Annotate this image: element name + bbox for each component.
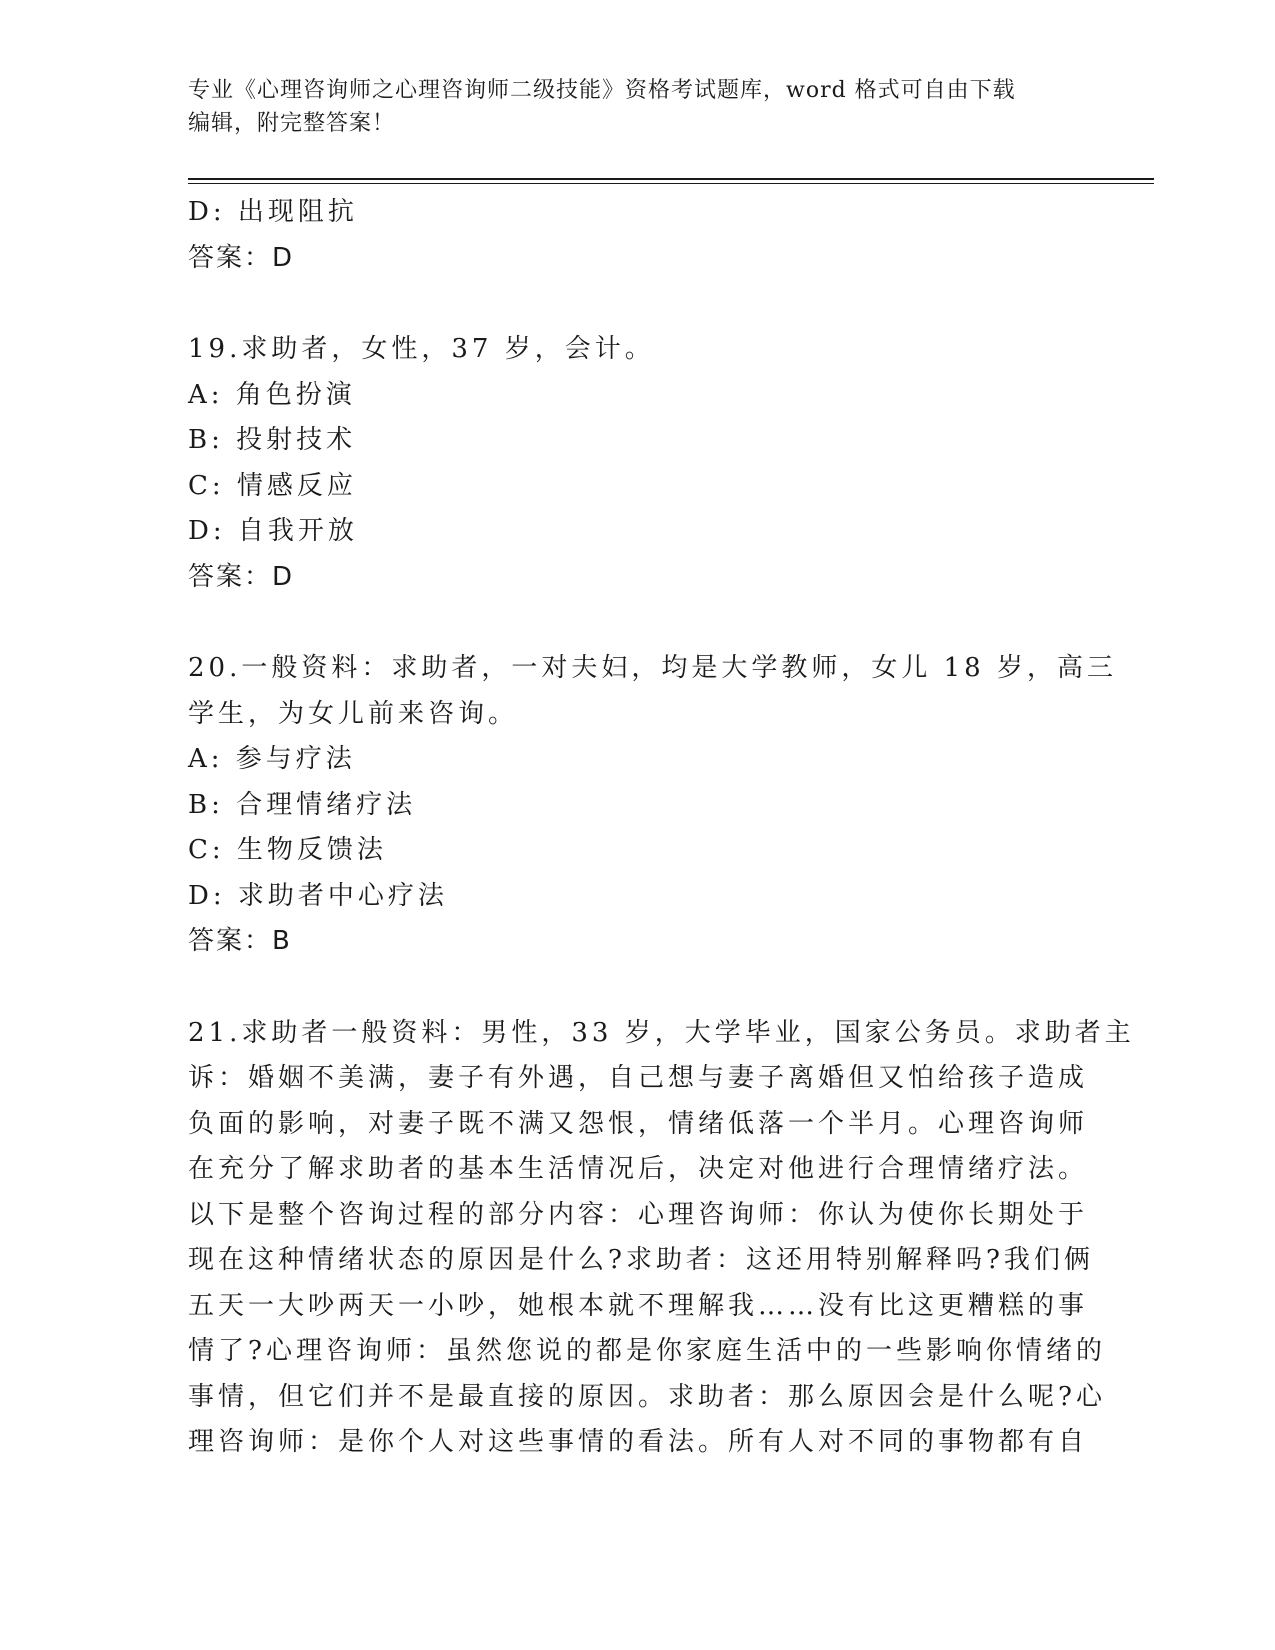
spacer	[188, 600, 1088, 646]
header-rule-thick	[188, 178, 1154, 180]
question-stem-line-2: 学生，为女儿前来咨询。	[188, 698, 519, 729]
header-line-1: 专业《心理咨询师之心理咨询师二级技能》资格考试题库，word 格式可自由下载	[188, 78, 1016, 103]
answer: 答案：B	[188, 926, 292, 956]
option-a: A: 角色扮演	[188, 379, 356, 410]
question-stem-line: 诉：婚姻不美满，妻子有外遇，自己想与妻子离婚但又怕给孩子造成	[188, 1063, 1089, 1093]
question-18	[188, 190, 1088, 281]
header-line-2: 编辑，附完整答案！	[188, 111, 396, 136]
spacer	[188, 965, 1088, 1011]
question-stem-line: 在充分了解求助者的基本生活情况后，决定对他进行合理情绪疗法。	[188, 1154, 1089, 1184]
question-stem-line: 以下是整个咨询过程的部分内容：心理咨询师：你认为使你长期处于	[188, 1199, 1089, 1230]
question-21	[188, 1011, 1135, 1466]
spacer	[188, 281, 1088, 327]
answer: 答案：D	[188, 561, 295, 592]
question-stem-line: 现在这种情绪状态的原因是什么?求助者：这还用特别解释吗?我们俩	[188, 1245, 1094, 1275]
option-c: C: 生物反馈法	[188, 835, 387, 865]
option-d: D: 出现阻抗	[188, 197, 358, 227]
option-a: A: 参与疗法	[188, 744, 356, 774]
option-b: B: 合理情绪疗法	[188, 789, 417, 820]
question-stem-line: 21.求助者一般资料：男性，33 岁，大学毕业，国家公务员。求助者主	[188, 1017, 1135, 1048]
answer: 答案：D	[188, 242, 295, 273]
question-stem: 19.求助者，女性，37 岁，会计。	[188, 334, 655, 364]
question-stem-line: 事情，但它们并不是最直接的原因。求助者：那么原因会是什么呢?心	[188, 1381, 1106, 1412]
option-b: B: 投射技术	[188, 425, 357, 455]
document-body	[188, 190, 1135, 1466]
header-rule-thin	[188, 183, 1154, 184]
question-stem-line-1: 20.一般资料：求助者，一对夫妇，均是大学教师，女儿 18 岁，高三	[188, 653, 1117, 683]
question-stem-line: 五天一大吵两天一小吵，她根本就不理解我……没有比这更糟糕的事	[188, 1290, 1089, 1321]
option-d: D: 求助者中心疗法	[188, 880, 448, 911]
question-19	[188, 327, 1088, 600]
document-header	[188, 74, 1088, 140]
question-stem-line: 理咨询师：是你个人对这些事情的看法。所有人对不同的事物都有自	[188, 1427, 1089, 1457]
option-c: C: 情感反应	[188, 470, 357, 501]
question-stem-line: 负面的影响，对妻子既不满又怨恨，情绪低落一个半月。心理咨询师	[188, 1108, 1089, 1139]
option-d: D: 自我开放	[188, 516, 358, 546]
question-20	[188, 646, 1117, 965]
question-stem-line: 情了?心理咨询师：虽然您说的都是你家庭生活中的一些影响你情绪的	[188, 1336, 1106, 1366]
